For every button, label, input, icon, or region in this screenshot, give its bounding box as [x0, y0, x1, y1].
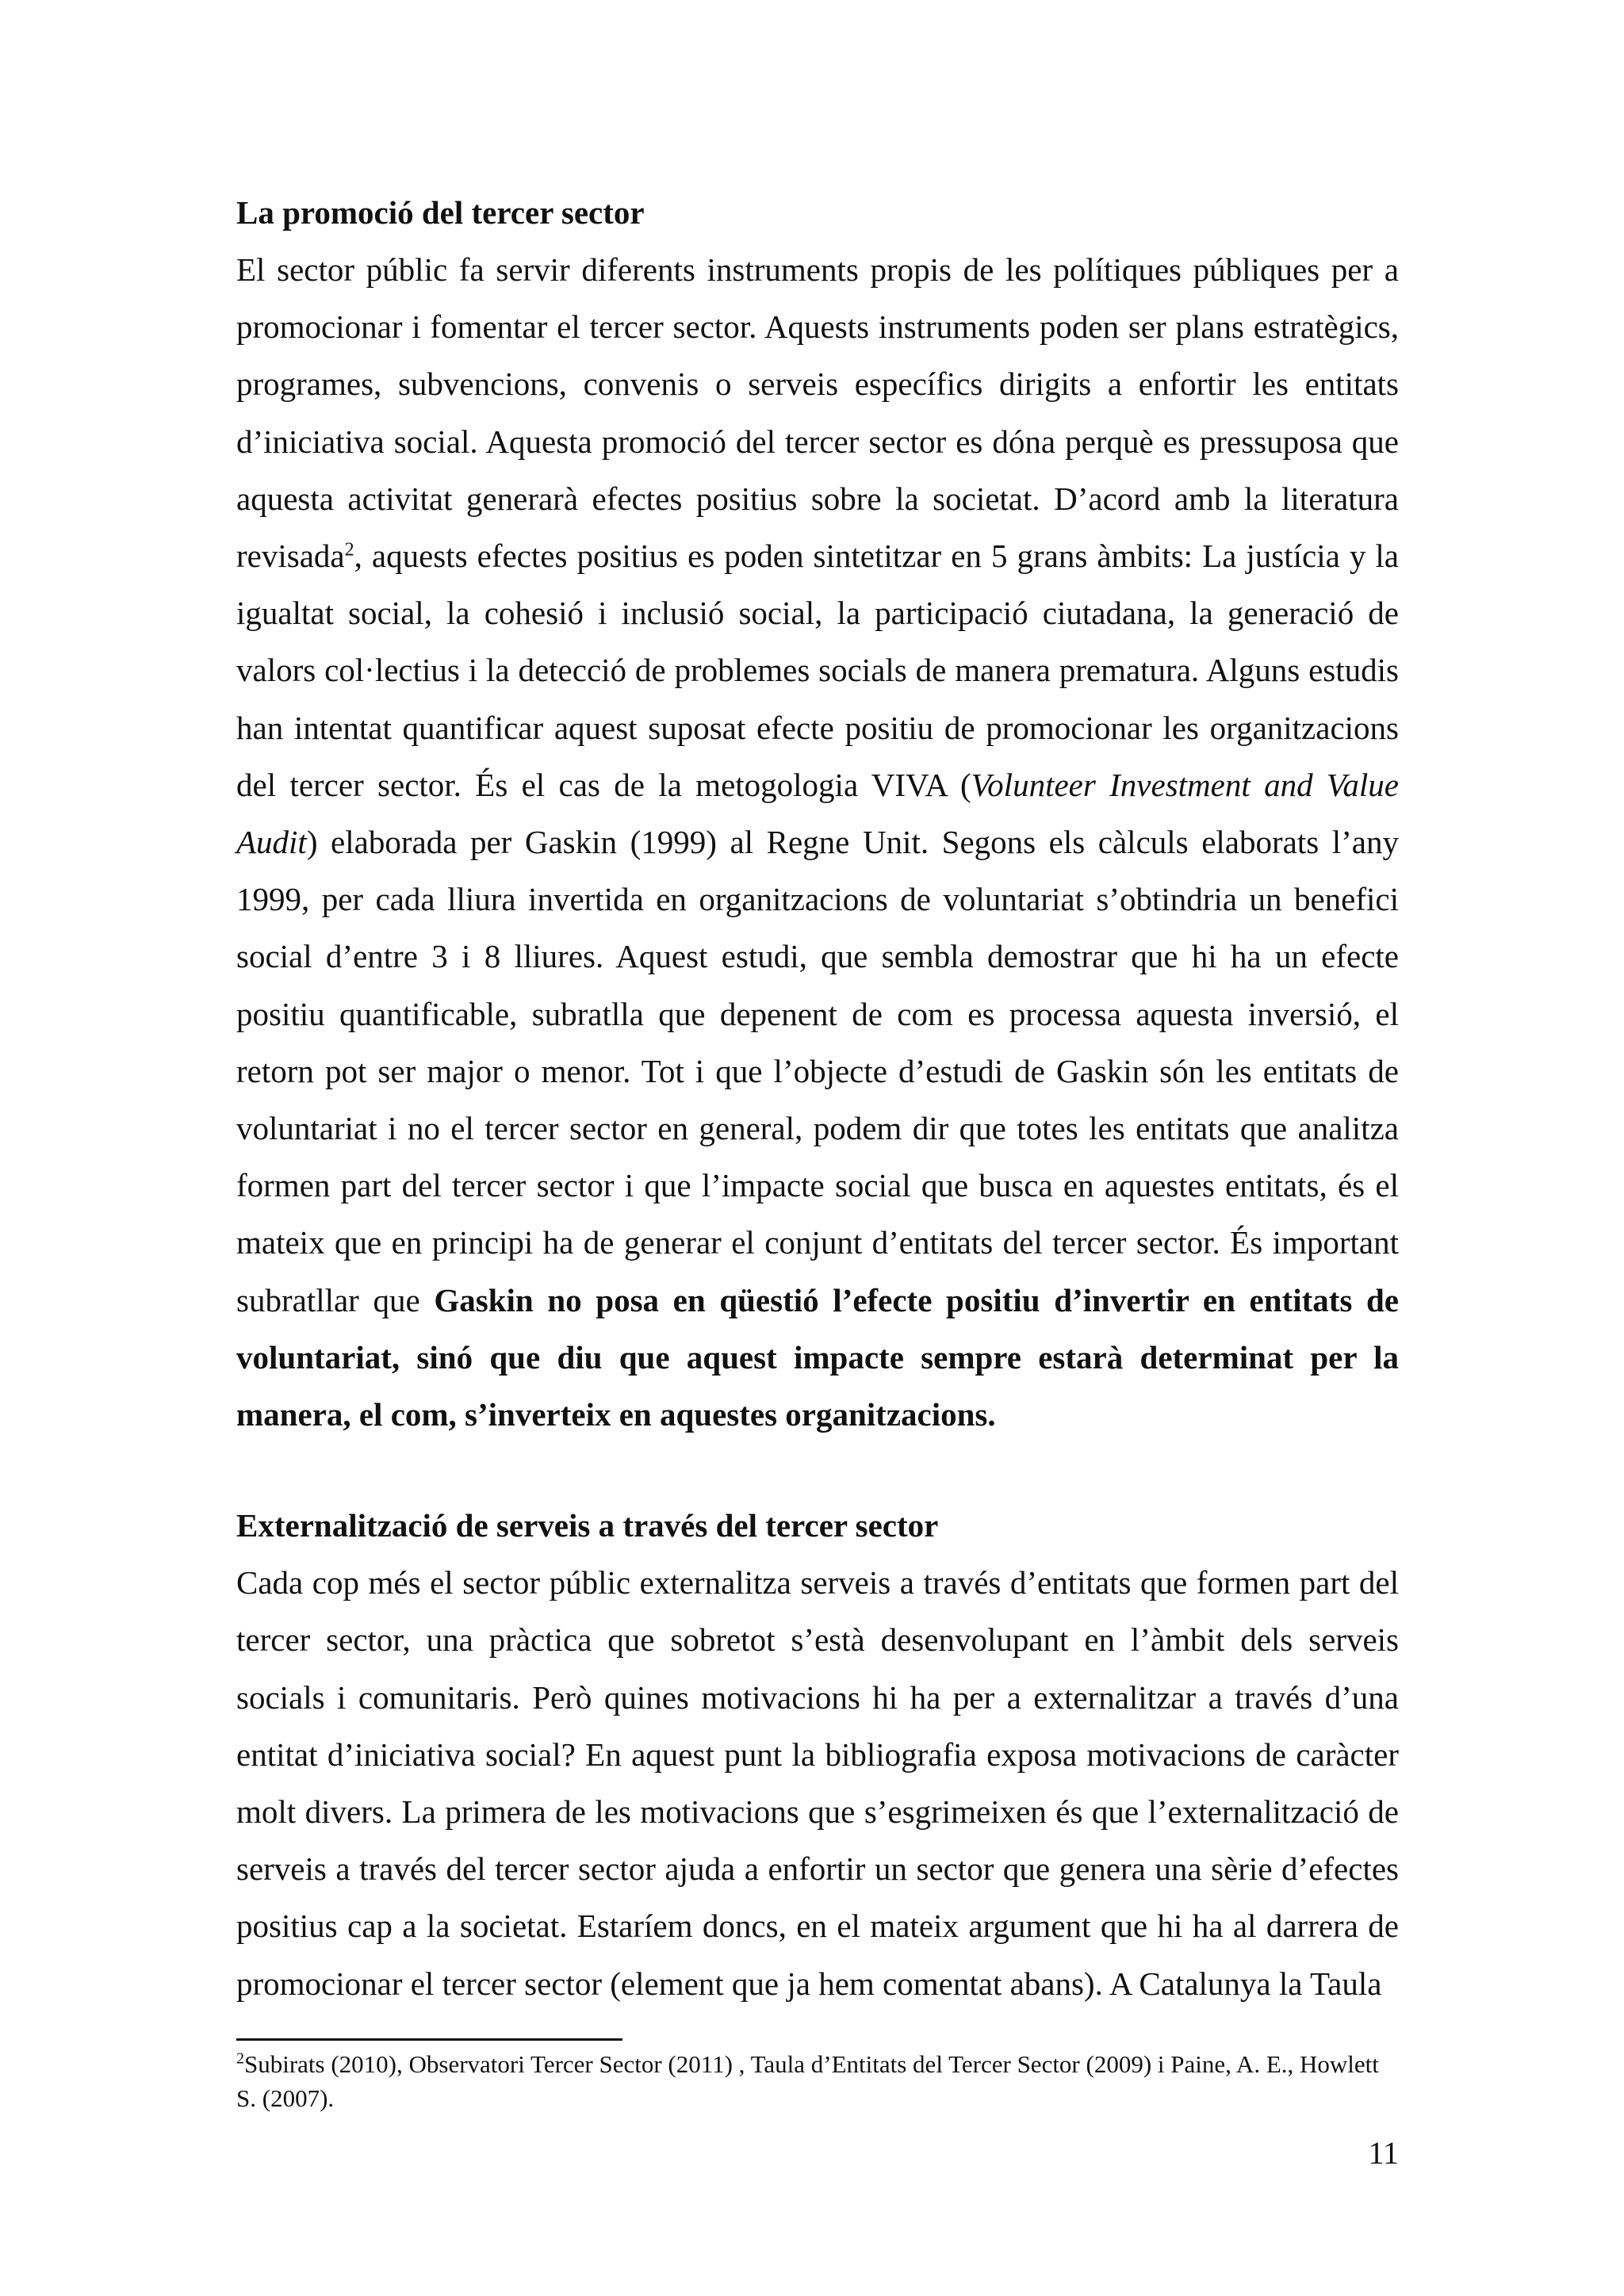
- bold-emphasis-gaskin: Gaskin no posa en qüestió l’efecte positiu d’invertir en entitats de voluntariat, sinó que diu que aquest impacte sempre estarà determinat per la manera, el com, s’inverteix en aquestes organitzacions.: [236, 1281, 1399, 1433]
- paragraph-promocio-part-1: El sector públic fa servir diferents instruments propis de les polítiques públiques per a promocionar i fomentar el tercer sector. Aquests instruments poden ser plans estratègics, programes, subvencions, convenis o serveis específics dirigits a enfortir les entitats d’iniciativa social. Aquesta promoció del tercer sector es dóna perquè es pressuposa que aquesta activitat generarà efectes positius sobre la societat. D’acord amb la literatura revisada: [236, 251, 1399, 575]
- page-body: [236, 184, 1399, 2012]
- paragraph-promocio: [236, 241, 1399, 1443]
- footnote-divider: [236, 2038, 622, 2041]
- footnote-number: 2: [236, 2049, 244, 2068]
- section-heading-promocio: La promoció del tercer sector: [236, 194, 645, 231]
- paragraph-promocio-part-3: ) elaborada per Gaskin (1999) al Regne Unit. Segons els càlculs elaborats l’any 1999, per cada lliura invertida en organitzacions de voluntariat s’obtindria un benefici social d’entre 3 i 8 lliures. Aquest estudi, que sembla demostrar que hi ha un efecte positiu quantificable, subratlla que depenent de com es processa aquesta inversió, el retorn pot ser major o menor. Tot i que l’objecte d’estudi de Gaskin són les entitats de voluntariat i no el tercer sector en general, podem dir que totes les entitats que analitza formen part del tercer sector i que l’impacte social que busca en aquestes entitats, és el mateix que en principi ha de generar el conjunt d’entitats del tercer sector. És important subratllar que: [236, 824, 1399, 1318]
- page-number: 11: [1368, 2135, 1399, 2171]
- footnote: [236, 2047, 1399, 2115]
- viva-acronym-expansion: Volunteer Investment and Value Audit: [236, 766, 1399, 861]
- section-heading-externalitzacio: Externalització de serveis a través del tercer sector: [236, 1507, 939, 1544]
- paragraph-externalitzacio: Cada cop més el sector públic externalitza serveis a través d’entitats que formen part del tercer sector, una pràctica que sobretot s’està desenvolupant en l’àmbit dels serveis socials i comunitaris. Però quines motivacions hi ha per a externalitzar a través d’una entitat d’iniciativa social? En aquest punt la bibliografia exposa motivacions de caràcter molt divers. La primera de les motivacions que s’esgrimeixen és que l’externalització de serveis a través del tercer sector ajuda a enfortir un sector que genera una sèrie d’efectes positius cap a la societat. Estaríem doncs, en el mateix argument que hi ha al darrera de promocionar el tercer sector (element que ja hem comentat abans). A Catalunya la Taula: [236, 1564, 1399, 2002]
- footnote-reference: 2: [344, 539, 354, 561]
- footnote-text: Subirats (2010), Observatori Tercer Sector (2011) , Taula d’Entitats del Tercer Sector (2009) i Paine, A. E., Howlett S. (2007).: [236, 2050, 1379, 2112]
- paragraph-promocio-part-2: , aquests efectes positius es poden sintetitzar en 5 grans àmbits: La justícia y la igualtat social, la cohesió i inclusió social, la participació ciutadana, la generació de valors col·lectius i la detecció de problemes socials de manera prematura. Alguns estudis han intentat quantificar aquest suposat efecte positiu de promocionar les organitzacions del tercer sector. És el cas de la metogologia VIVA (: [236, 538, 1399, 803]
- section-spacer: [236, 1443, 1399, 1497]
